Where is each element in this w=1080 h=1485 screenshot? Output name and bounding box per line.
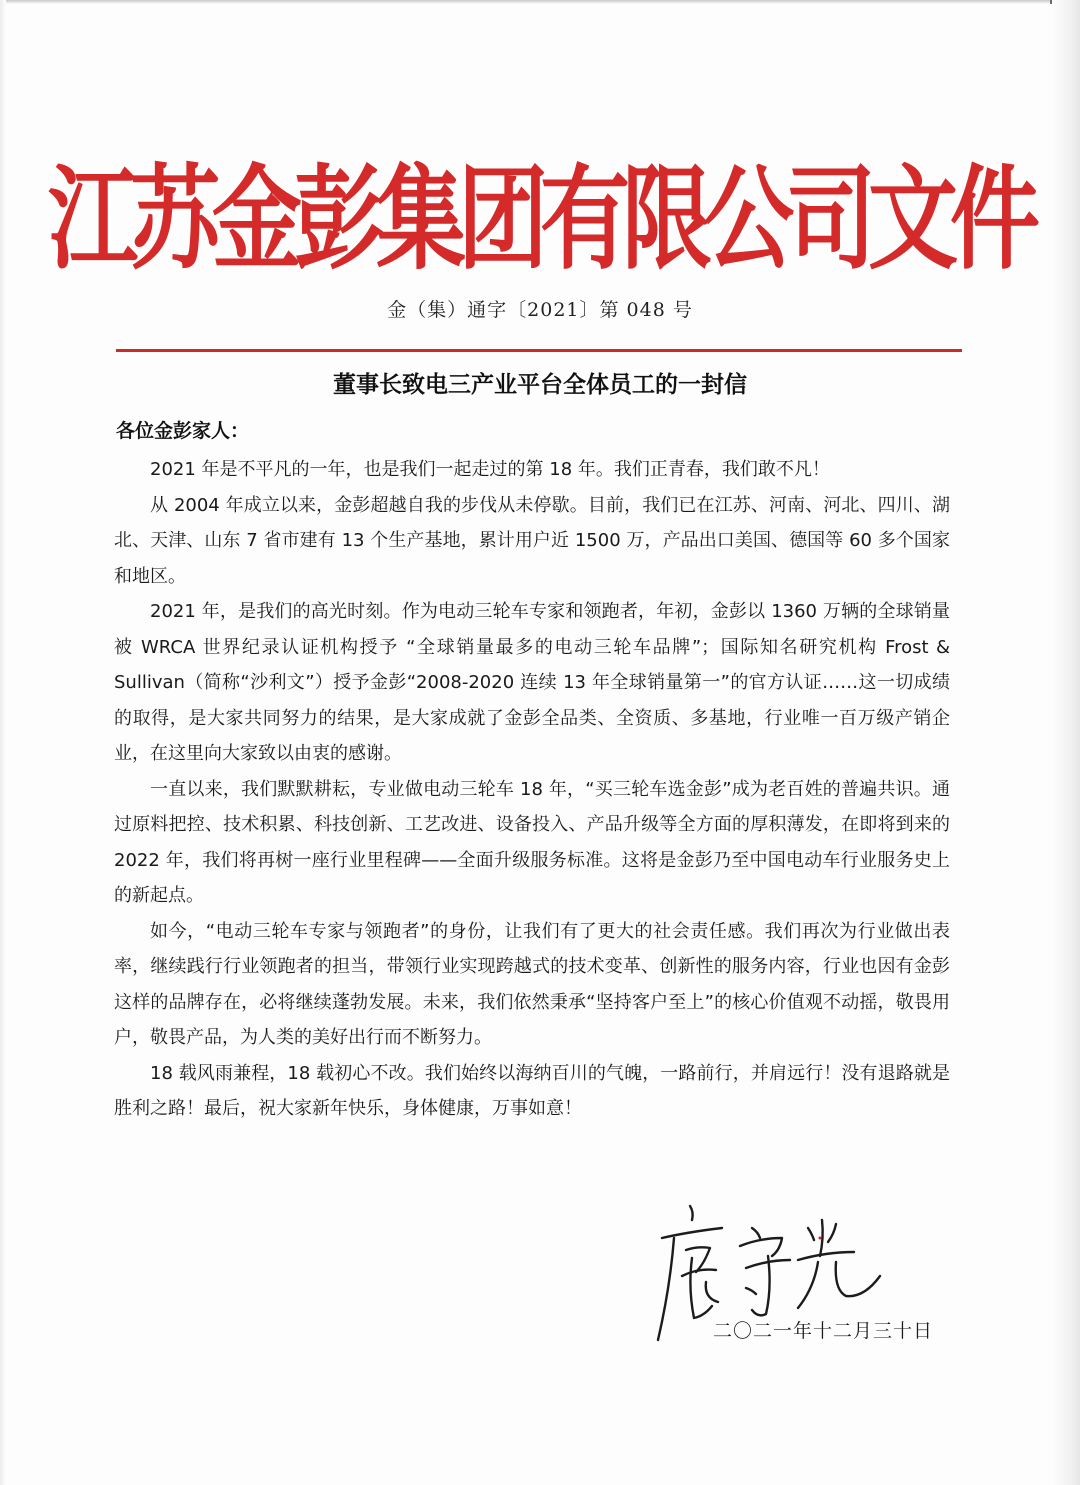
letter-body	[114, 452, 950, 1127]
scan-edge-top	[0, 0, 1080, 4]
salutation: 各位金彭家人：	[116, 420, 250, 442]
paragraph: 从 2004 年成立以来，金彭超越自我的步伐从未停歇。目前，我们已在江苏、河南、河北、四川、湖北、天津、山东 7 省市建有 13 个生产基地，累计用户近 1500 万，产品出口美国、德国等 60 多个国家和地区。	[114, 494, 950, 587]
paragraph: 18 载风雨兼程，18 载初心不改。我们始终以海纳百川的气魄，一路前行，并肩远行！没有退路就是胜利之路！最后，祝大家新年快乐，身体健康，万事如意！	[114, 1062, 950, 1119]
paragraph: 2021 年，是我们的高光时刻。作为电动三轮车专家和领跑者，年初，金彭以 1360 万辆的全球销量被 WRCA 世界纪录认证机构授予 “全球销量最多的电动三轮车品牌”；国际知名研究机构 Frost & Sullivan（简称“沙利文”）授予金彭“2008-2020 连续 13 年全球销量第一”的官方认证……这一切成绩的取得，是大家共同努力的结果，是大家成就了金彭全品类、全资质、多基地，行业唯一百万级产销企业，在这里向大家致以由衷的感谢。	[114, 601, 950, 764]
paragraph: 2021 年是不平凡的一年，也是我们一起走过的第 18 年。我们正青春，我们敢不凡！	[150, 459, 830, 480]
paragraph: 如今，“电动三轮车专家与领跑者”的身份，让我们有了更大的社会责任感。我们再次为行业做出表率，继续践行行业领跑者的担当，带领行业实现跨越式的技术变革、创新性的服务内容，行业也因有金彭这样的品牌存在，必将继续蓬勃发展。未来，我们依然秉承“坚持客户至上”的核心价值观不动摇，敬畏用户，敬畏产品，为人类的美好出行而不断努力。	[114, 920, 950, 1048]
document-header-title: 江苏金彭集团有限公司文件	[48, 154, 1032, 286]
header-divider	[116, 349, 962, 352]
document-number: 金（集）通字〔2021〕第 048 号	[387, 299, 693, 321]
letter-date: 二〇二一年十二月三十日	[713, 1320, 934, 1342]
letter-title: 董事长致电三产业平台全体员工的一封信	[333, 372, 747, 398]
paragraph: 一直以来，我们默默耕耘，专业做电动三轮车 18 年，“买三轮车选金彭”成为老百姓的普遍共识。通过原料把控、技术积累、科技创新、工艺改进、设备投入、产品升级等全方面的厚积薄发，在即将到来的 2022 年，我们将再树一座行业里程碑——全面升级服务标准。这将是金彭乃至中国电动车行业服务史上的新起点。	[114, 778, 950, 906]
